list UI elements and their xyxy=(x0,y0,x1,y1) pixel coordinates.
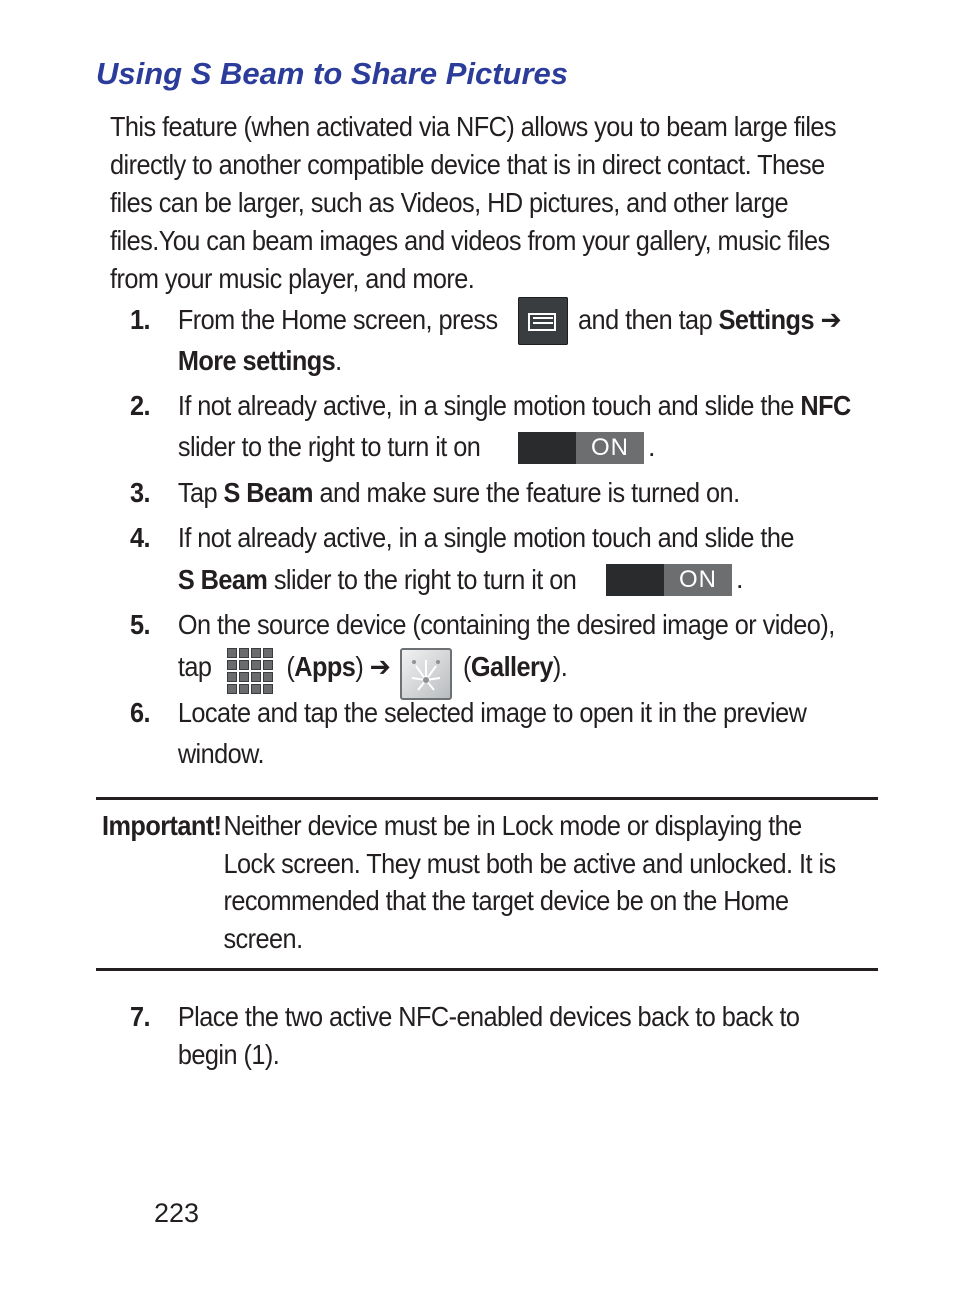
step-text: Locate and tap the selected image to open it in the preview xyxy=(177,697,807,728)
step-text: slider to the right to turn it on xyxy=(273,564,577,595)
step-text: . xyxy=(648,432,656,462)
toggle-on-label: ON xyxy=(664,564,732,596)
intro-line: This feature (when activated via NFC) allows you to beam large files xyxy=(110,111,837,142)
step-text: If not already active, in a single motion touch and slide the xyxy=(177,390,794,421)
step-number: 2. xyxy=(130,390,151,421)
step-text: ) ➔ xyxy=(355,651,391,682)
important-label: Important! xyxy=(102,810,222,841)
menu-key-icon xyxy=(518,297,568,345)
gallery-icon xyxy=(400,648,452,700)
apps-grid-icon xyxy=(225,646,277,698)
step-number: 6. xyxy=(130,697,151,728)
page-number: 223 xyxy=(154,1198,200,1228)
step-text: Tap xyxy=(177,477,217,508)
step-text: tap xyxy=(177,651,212,682)
gallery-label: Gallery xyxy=(470,651,553,682)
intro-line: directly to another compatible device that is in direct contact. These xyxy=(110,149,825,180)
step-text: begin (1). xyxy=(177,1039,280,1070)
nfc-label: NFC xyxy=(800,390,851,421)
step-number: 5. xyxy=(130,609,151,640)
step-text: ). xyxy=(552,651,568,682)
step-number: 3. xyxy=(130,477,151,508)
intro-line: files.You can beam images and videos from your gallery, music files xyxy=(110,225,830,256)
settings-path: Settings ➔ xyxy=(718,304,842,335)
step-text: ( xyxy=(463,651,471,682)
step-text: . xyxy=(736,564,744,594)
note-line: Neither device must be in Lock mode or displaying the xyxy=(223,810,802,841)
note-line: recommended that the target device be on the Home xyxy=(223,885,789,916)
step-text: If not already active, in a single motion touch and slide the xyxy=(177,522,794,553)
step-text: On the source device (containing the desired image or video), xyxy=(177,609,835,640)
note-line: screen. xyxy=(223,923,303,954)
note-line: Lock screen. They must both be active and unlocked. It is xyxy=(223,848,836,879)
divider-top xyxy=(96,797,878,800)
s-beam-toggle xyxy=(606,564,732,596)
step-text: and make sure the feature is turned on. xyxy=(319,477,740,508)
apps-label: Apps xyxy=(294,651,356,682)
s-beam-label: S Beam xyxy=(177,564,268,595)
step-text: window. xyxy=(177,738,264,769)
intro-line: from your music player, and more. xyxy=(110,263,475,294)
step-text: slider to the right to turn it on xyxy=(177,431,481,462)
divider-bottom xyxy=(96,968,878,971)
step-text: Place the two active NFC-enabled devices back to back to xyxy=(177,1001,800,1032)
step-text: and then tap xyxy=(578,304,713,335)
intro-line: files can be larger, such as Videos, HD pictures, and other large xyxy=(110,187,789,218)
step-number: 4. xyxy=(130,522,151,553)
nfc-toggle xyxy=(518,432,644,464)
step-number: 1. xyxy=(130,304,151,335)
step-text: ( xyxy=(286,651,295,682)
step-number: 7. xyxy=(130,1001,151,1032)
toggle-on-label: ON xyxy=(576,432,644,464)
section-title: Using S Beam to Share Pictures xyxy=(96,56,569,91)
step-text: From the Home screen, press xyxy=(177,304,498,335)
step-text: . xyxy=(335,345,342,376)
more-settings-label: More settings xyxy=(177,345,336,376)
s-beam-label: S Beam xyxy=(223,477,313,508)
